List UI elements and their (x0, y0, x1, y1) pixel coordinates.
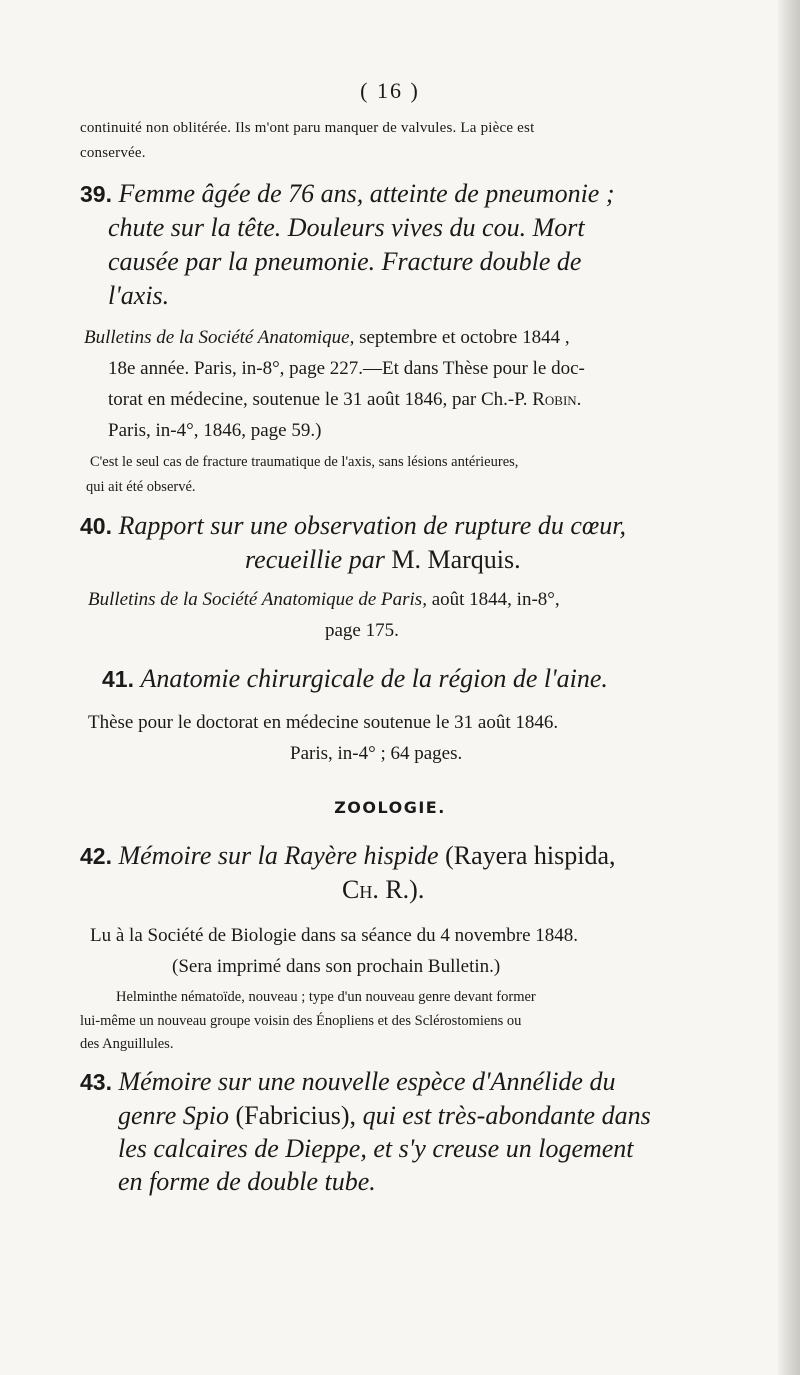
entry-42-note-line-1: Helminthe nématoïde, nouveau ; type d'un nouveau genre devant former (116, 989, 536, 1005)
entry-42-ref-line-2: (Sera imprimé dans son prochain Bulletin.) (172, 956, 501, 977)
entry-39-note-line-2: qui ait été observé. (86, 479, 196, 495)
entry-39-ref-line-4: Paris, in-4°, 1846, page 59.) (108, 420, 322, 441)
entry-42-note-line-2: lui-même un nouveau groupe voisin des Énopliens et des Sclérostomiens ou (80, 1013, 522, 1029)
entry-39-title-line-4: l'axis. (108, 281, 170, 310)
entry-39-title-line-1: 39. Femme âgée de 76 ans, atteinte de pneumonie ; (80, 179, 615, 208)
entry-39-ref-line-1: Bulletins de la Société Anatomique, septembre et octobre 1844 , (84, 327, 570, 348)
entry-42-note-line-3: des Anguillules. (80, 1036, 174, 1052)
entry-39-title-line-3: causée par la pneumonie. Fracture double de (108, 247, 582, 276)
entry-39-title-line-2: chute sur la tête. Douleurs vives du cou. Mort (108, 213, 585, 242)
entry-42-number: 42. (80, 843, 112, 869)
page-edge (778, 0, 800, 1375)
entry-42-title-line-2: Ch. R.). (342, 875, 425, 904)
entry-42-title-line-1: 42. Mémoire sur la Rayère hispide (Rayera hispida, (80, 841, 616, 870)
entry-43-title-line-1: 43. Mémoire sur une nouvelle espèce d'Annélide du (80, 1067, 616, 1096)
page-number: ( 16 ) (360, 78, 420, 103)
continuation-line-2: conservée. (80, 145, 146, 161)
entry-40-number: 40. (80, 513, 112, 539)
entry-40-ref-line-2: page 175. (325, 620, 399, 641)
section-heading: ZOOLOGIE. (334, 798, 446, 817)
entry-41-ref-line-1: Thèse pour le doctorat en médecine soutenue le 31 août 1846. (88, 712, 559, 733)
entry-43-title-line-2: genre Spio (Fabricius), qui est très-abondante dans (118, 1101, 651, 1130)
entry-40-title-line-2: recueillie par M. Marquis. (245, 545, 521, 574)
author-name: Robin. (532, 389, 582, 410)
entry-43-number: 43. (80, 1069, 112, 1095)
entry-39-note-line-1: C'est le seul cas de fracture traumatique de l'axis, sans lésions antérieures, (90, 454, 519, 470)
entry-41-ref-line-2: Paris, in-4° ; 64 pages. (290, 743, 463, 764)
entry-40-title-line-1: 40. Rapport sur une observation de rupture du cœur, (80, 511, 626, 540)
entry-42-ref-line-1: Lu à la Société de Biologie dans sa séance du 4 novembre 1848. (90, 925, 579, 946)
entry-39-number: 39. (80, 181, 112, 207)
continuation-line-1: continuité non oblitérée. Ils m'ont paru manquer de valvules. La pièce est (80, 120, 535, 136)
entry-39-ref-line-3: torat en médecine, soutenue le 31 août 1846, par Ch.-P. Robin. (108, 389, 582, 410)
entry-43-title-line-3: les calcaires de Dieppe, et s'y creuse un logement (118, 1134, 634, 1163)
entry-41-title: 41. Anatomie chirurgicale de la région de l'aine. (102, 664, 608, 693)
entry-41-number: 41. (102, 666, 134, 692)
entry-39-ref-line-2: 18e année. Paris, in-8°, page 227.—Et dans Thèse pour le doc- (108, 358, 585, 379)
entry-40-ref-line-1: Bulletins de la Société Anatomique de Paris, août 1844, in-8°, (88, 589, 560, 610)
entry-43-title-line-4: en forme de double tube. (118, 1167, 376, 1196)
